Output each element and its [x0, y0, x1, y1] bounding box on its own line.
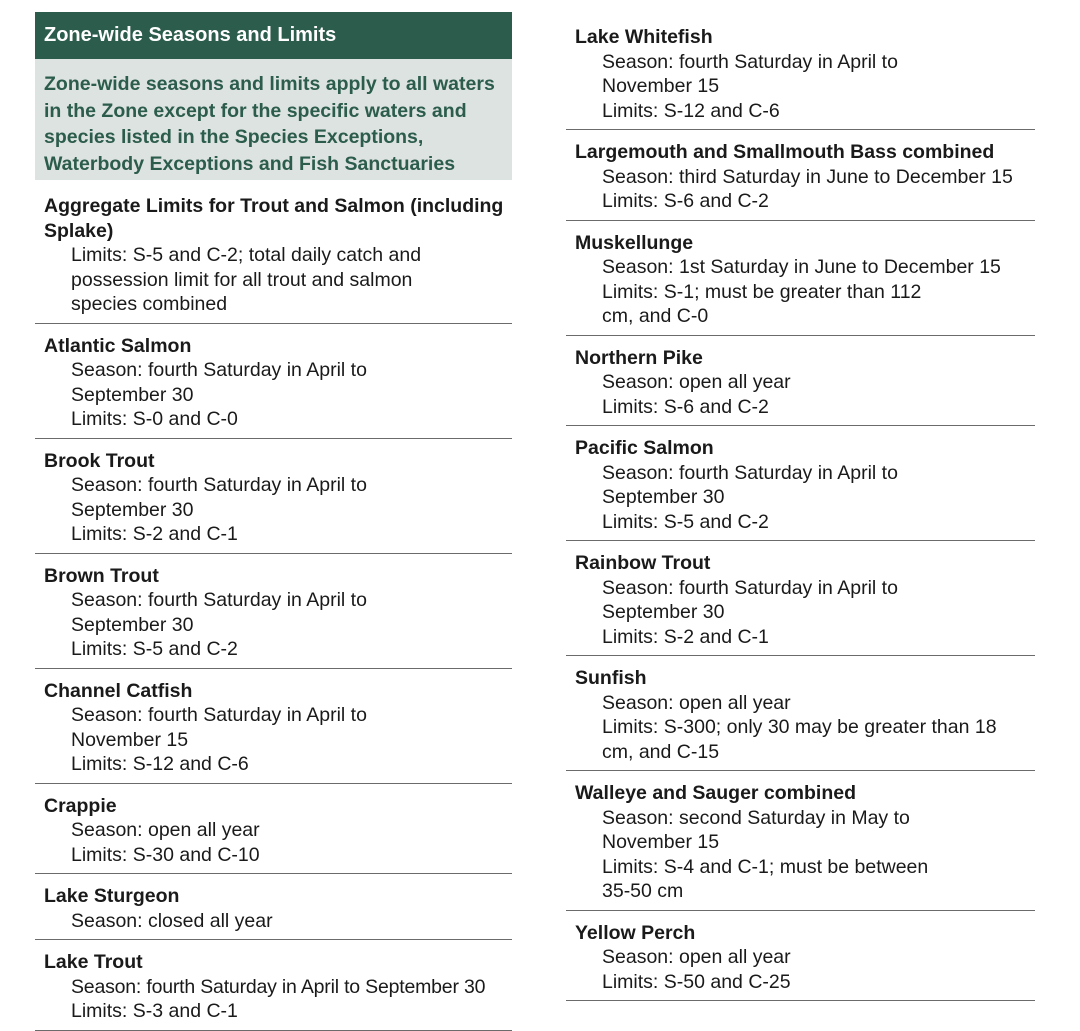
limits-line: Limits: S-1; must be greater than 112 cm, and C-0: [602, 280, 922, 327]
season-line: Season: second Saturday in May to November 15: [602, 806, 910, 853]
species-entry: [35, 874, 512, 940]
species-title: Brown Trout: [44, 564, 159, 587]
species-title: Sunfish: [575, 667, 647, 689]
season-line: Season: fourth Saturday in April to September 30: [602, 576, 898, 623]
limits-line: Limits: S-30 and C-10: [71, 843, 260, 866]
limits-line: Limits: S-6 and C-2: [602, 395, 769, 418]
species-title: Northern Pike: [575, 346, 703, 369]
season-line: Season: open all year: [602, 371, 791, 393]
species-title: Lake Sturgeon: [44, 885, 180, 907]
species-entry: [566, 336, 1035, 427]
limits-line: Limits: S-12 and C-6: [602, 99, 780, 122]
limits-line: Limits: S-5 and C-2; total daily catch and possession limit for all trout and salmon species combined: [71, 244, 422, 315]
species-entry: [566, 656, 1035, 771]
limits-line: Limits: S-50 and C-25: [602, 970, 791, 993]
species-entry: [35, 324, 512, 439]
species-entry: [566, 130, 1035, 221]
species-title: Brook Trout: [44, 449, 155, 472]
season-line: Season: closed all year: [71, 909, 273, 932]
species-title: Aggregate Limits for Trout and Salmon (including Splake): [44, 195, 504, 242]
species-title: Walleye and Sauger combined: [575, 782, 857, 804]
season-line: Season: fourth Saturday in April to November 15: [602, 50, 898, 97]
season-line: Season: fourth Saturday in April to September 30: [71, 359, 367, 406]
limits-line: Limits: S-3 and C-1: [71, 1000, 238, 1022]
left-column: [35, 0, 512, 1031]
season-line: Season: fourth Saturday in April to September 30: [71, 589, 367, 636]
species-title: Rainbow Trout: [575, 552, 711, 574]
species-entry: [566, 771, 1035, 911]
species-title: Lake Trout: [44, 951, 143, 973]
species-title: Largemouth and Smallmouth Bass combined: [575, 141, 995, 163]
species-title: Crappie: [44, 794, 117, 817]
species-entry: [566, 221, 1035, 336]
section-header: Zone-wide Seasons and Limits: [35, 12, 512, 59]
species-title: Yellow Perch: [575, 921, 696, 944]
species-entry: [35, 940, 512, 1031]
species-title: Pacific Salmon: [575, 437, 714, 459]
species-entry: [35, 180, 512, 324]
limits-line: Limits: S-12 and C-6: [71, 753, 249, 775]
species-entry: [35, 784, 512, 875]
season-line: Season: fourth Saturday in April to September 30: [71, 975, 486, 998]
limits-line: Limits: S-300; only 30 may be greater than 18 cm, and C-15: [602, 716, 997, 763]
season-line: Season: fourth Saturday in April to September 30: [71, 474, 367, 521]
species-title: Muskellunge: [575, 231, 694, 254]
limits-line: Limits: S-5 and C-2: [602, 510, 769, 533]
limits-line: Limits: S-2 and C-1: [71, 523, 238, 545]
species-entry: [566, 541, 1035, 656]
limits-line: Limits: S-4 and C-1; must be between 35-50 cm: [602, 855, 929, 902]
limits-line: Limits: S-2 and C-1: [602, 625, 769, 648]
limits-line: Limits: S-0 and C-0: [71, 408, 238, 430]
limits-line: Limits: S-6 and C-2: [602, 190, 769, 212]
species-title: Lake Whitefish: [575, 26, 713, 48]
season-line: Season: 1st Saturday in June to December 15: [602, 256, 1001, 278]
intro-note: Zone-wide seasons and limits apply to all waters in the Zone except for the specific waters and species listed in the Species Exceptions, Waterbody Exceptions and Fish Sanctuaries: [35, 59, 512, 180]
species-entry: [35, 554, 512, 669]
season-line: Season: open all year: [602, 691, 791, 714]
season-line: Season: open all year: [71, 819, 260, 841]
limits-line: Limits: S-5 and C-2: [71, 638, 238, 660]
right-column: [566, 0, 1035, 1001]
species-title: Atlantic Salmon: [44, 334, 192, 357]
species-title: Channel Catfish: [44, 679, 193, 702]
species-entry: [35, 439, 512, 554]
species-entry: [35, 669, 512, 784]
season-line: Season: fourth Saturday in April to November 15: [71, 704, 367, 751]
species-entry: [566, 426, 1035, 541]
season-line: Season: third Saturday in June to December 15: [602, 165, 1013, 188]
species-entry: [566, 0, 1035, 130]
season-line: Season: fourth Saturday in April to September 30: [602, 461, 898, 508]
season-line: Season: open all year: [602, 946, 791, 968]
species-entry: [566, 911, 1035, 1002]
